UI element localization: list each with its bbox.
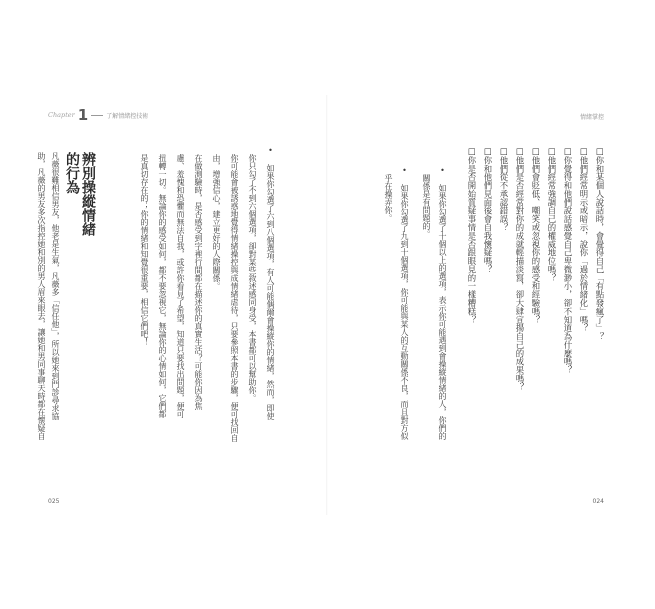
bullet-column: 你只勾了不到六個選項，卻對某些敘述感同身受，本書都可以幫助你。 [248,154,257,402]
section-title-2 [64,152,79,194]
checkbox-item: □他們經常強調自己的權威地位嗎？ [547,146,557,282]
section-title-line-2: 的行為 [64,152,80,194]
bullet-column: 扭轉一切。無論你的感受如何，都不要忽視它，無論你的心情如何，它們都 [158,154,167,418]
bullet-column: 由，增強信心，建立更好的人際關係。 [212,154,221,290]
chapter-title: 了解情緒控技術 [106,112,149,120]
page-number-left: 025 [48,498,60,505]
checkbox-item: □他們是否經常對你的成就輕描淡寫，卻大肆宣揚自己的成果嗎？ [515,146,525,391]
bullet-column: 慮、羞愧和恐懼而無法自我，或許你看見了希望，知道只要找出問題，便可 [176,154,185,418]
checkbox-item: □你和他們見面後會自我懷疑嗎？ [483,146,493,274]
checkbox-item: □你覺得和他們說話感覺自己卑微渺小，卻不知道為什麼嗎？ [563,146,573,375]
bullet-column: 你可能會被誘惑地覺得情緒操控與成情緒虐待，只要參照本書的步驟，便可找回自 [230,154,239,442]
body-column: 凡薇很難相信男友，他老是生氣，凡薇多「信任他」，所以她來到門診尋求協 [51,152,60,420]
checkbox-item: □他們從不承認錯誤？ [499,146,509,232]
running-header-left [48,108,148,122]
bullet-column: 關係是有問題的。 [422,174,431,238]
bullet-column: • 如果你勾選了十個以上的選項，表示你可能遇到會操縱情緒的人，你們的 [438,166,447,440]
bullet-column: 乎在操弄你。 [384,174,393,222]
section-title-line-1: 辨別操縱情緒 [80,152,96,236]
chapter-label: Chapter [48,111,75,119]
bullet-column: 是真切存在的；你的情緒和知覺很重要，相信它們吧！ [140,154,149,346]
bullet-column: • 如果你勾選了六到八個選項，有人可能偶爾會操縱你的情緒，然而，即使 [266,146,275,420]
checkbox-item: □他們經常明示或暗示，說你「過於情緒化」嗎？ [579,146,589,333]
bullet-column: • 如果你勾選了九到十個選項，你可能與某人的互動關係不良，而且對方似 [400,166,409,440]
chapter-number: 1 [77,106,89,124]
header-dash [91,115,103,116]
running-header-right: 情緒掌控 [579,114,604,121]
body-column: 助，凡薇的男友多次指控她和別的男人眉來眼去，讓她和男同事聊天時都在懷疑自 [37,152,46,440]
checkbox-item: □他們會貶低、嘲笑或忽視你的感受和經驗嗎？ [531,146,541,324]
bullet-column: 在做測驗時，是否感受到字裡行間都在描述你的真實生活？可能你因為焦 [194,154,203,410]
section-title [80,152,95,236]
checkbox-item: □你是否開始質疑事情是否跟眼見的一樣糟糕？ [467,146,477,324]
page-number-right: 024 [592,498,604,505]
checkbox-item: □你和某個人說話時，會覺得自己「有點發瘋了」？ [595,146,605,341]
gutter-shadow [326,95,328,515]
